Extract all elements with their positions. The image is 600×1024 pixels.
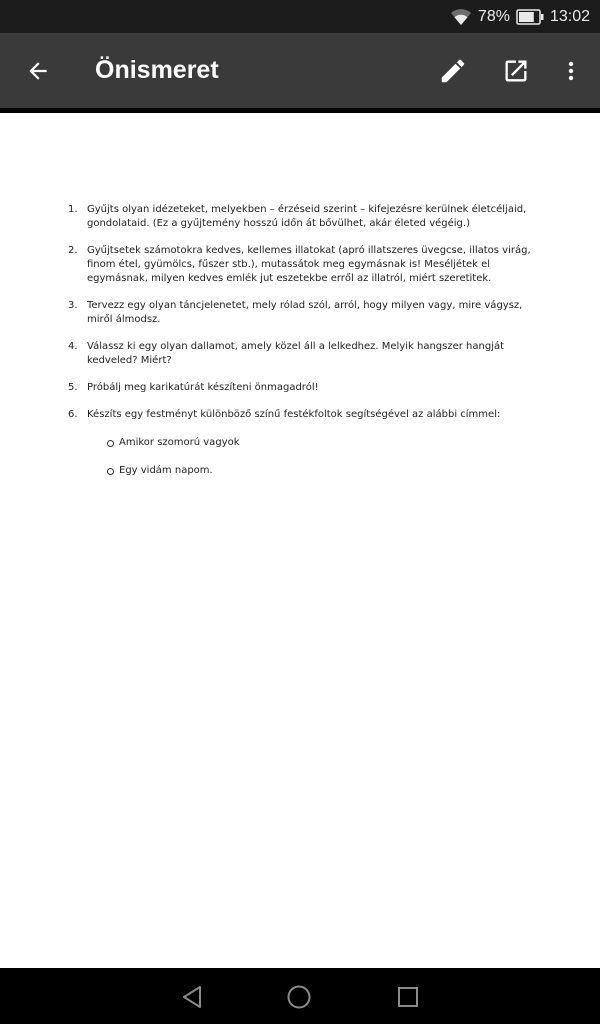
list-item [68, 381, 538, 395]
more-options-button[interactable] [551, 51, 591, 91]
item-number: 3. [68, 300, 78, 311]
nav-recents-button[interactable] [395, 984, 421, 1010]
item-number: 1. [68, 204, 78, 215]
sub-item-text: Amikor szomorú vagyok [119, 437, 240, 448]
sub-list-item [107, 436, 538, 450]
back-button[interactable] [18, 51, 58, 91]
list-item [68, 340, 538, 368]
list-item [68, 244, 538, 286]
item-number: 4. [68, 341, 78, 352]
status-bar [0, 0, 600, 33]
item-number: 5. [68, 382, 78, 393]
item-number: 2. [68, 245, 78, 256]
nav-back-icon [181, 985, 203, 1009]
circle-bullet-icon [107, 440, 114, 447]
item-text: Gyűjts olyan idézeteket, melyekben – érzéseid szerint – kifejezésre kerülnek életcéljaid, gondolataid. (Ez a gyűjtemény hosszú időn át bővülhet, akár életed végéig.) [87, 204, 527, 229]
pencil-icon [438, 56, 468, 86]
more-vertical-icon [559, 57, 583, 85]
task-list [68, 203, 538, 492]
status-indicators [450, 0, 590, 33]
nav-recents-icon [397, 986, 419, 1008]
sub-list [87, 436, 538, 478]
item-text: Válassz ki egy olyan dallamot, amely közel áll a lelkedhez. Melyik hangszer hangját kedveled? Miért? [87, 341, 505, 366]
navigation-bar [0, 968, 600, 1024]
sub-list-item [107, 464, 538, 478]
item-text: Tervezz egy olyan táncjelenetet, mely rólad szól, arról, hogy milyen vagy, mire vágysz, miről álmodsz. [87, 300, 523, 325]
circle-bullet-icon [107, 468, 114, 475]
item-text: Gyűjtsetek számotokra kedves, kellemes illatokat (apró illatszeres üvegcse, illatos virág, finom étel, gyümölcs, fűszer stb.), mutassátok meg egymásnak is! Meséljétek el egymásnak, milyen kedves emlék jut eszetekbe erről az illatról, miért szeretitek. [87, 245, 531, 284]
edit-button[interactable] [433, 51, 473, 91]
list-item [68, 408, 538, 478]
battery-icon [516, 9, 544, 25]
nav-back-button[interactable] [179, 984, 205, 1010]
app-bar [0, 33, 600, 113]
open-in-new-icon [502, 57, 530, 85]
page-title: Önismeret [95, 56, 219, 84]
open-external-button[interactable] [496, 51, 536, 91]
nav-home-icon [286, 984, 312, 1010]
item-number: 6. [68, 409, 78, 420]
clock: 13:02 [549, 7, 590, 25]
list-item [68, 299, 538, 327]
item-text: Készíts egy festményt különböző színű festékfoltok segítségével az alábbi címmel: [87, 409, 501, 420]
sub-item-text: Egy vidám napom. [119, 465, 213, 476]
list-item [68, 203, 538, 231]
arrow-back-icon [25, 58, 51, 84]
wifi-icon [450, 8, 472, 26]
item-text: Próbálj meg karikatúrát készíteni önmagadról! [87, 382, 319, 393]
document-page[interactable] [0, 113, 600, 968]
nav-home-button[interactable] [286, 984, 312, 1010]
battery-percent: 78% [477, 7, 510, 25]
